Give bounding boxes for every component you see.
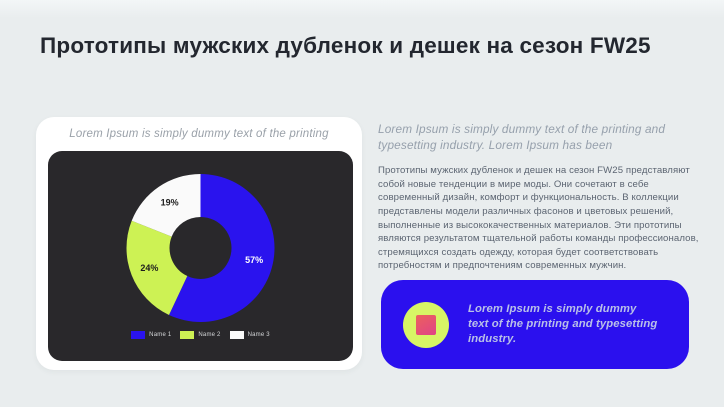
chart-caption: Lorem Ipsum is simply dummy text of the printing [69, 128, 329, 140]
legend-swatch-icon [230, 331, 244, 339]
donut-slice-label: 57% [245, 254, 264, 265]
callout-card [381, 280, 689, 369]
legend-label: Name 3 [247, 332, 270, 338]
legend-label: Name 2 [198, 332, 221, 338]
callout-circle-icon [403, 302, 449, 348]
chart-panel [48, 151, 353, 361]
right-text-column [378, 122, 704, 273]
legend-item [230, 331, 270, 339]
legend-label: Name 1 [149, 332, 172, 338]
section-body-text: Прототипы мужских дубленок и дешек на сезон FW25 представляют собой новые тенденции в мире моды. Они сочетают в себе современный дизайн, комфорт и функциональность. В коллекции представлены модели различных фасонов и цветовых решений, выполненные из высококачественных материалов. Эти прототипы являются результатом тщательной работы команды профессионалов, стремящихся создать одежду, которая будет соответствовать потребностям и предпочтениям современных мужчин. [378, 165, 699, 272]
legend-swatch-icon [131, 331, 145, 339]
donut-chart [48, 151, 353, 361]
callout-text: Lorem Ipsum is simply dummy text of the printing and typesetting industry. [468, 302, 658, 345]
legend-item [131, 331, 171, 339]
donut-slice-label: 19% [160, 197, 179, 208]
page-title: Прототипы мужских дубленок и дешек на сезон FW25 [40, 33, 651, 58]
section-subheading: Lorem Ipsum is simply dummy text of the printing and typesetting industry. Lorem Ipsum has been [378, 122, 666, 152]
donut-slice-label: 24% [140, 263, 159, 274]
chart-legend [48, 331, 353, 339]
square-icon [416, 315, 436, 335]
chart-card [36, 117, 362, 370]
legend-item [180, 331, 220, 339]
legend-swatch-icon [180, 331, 194, 339]
